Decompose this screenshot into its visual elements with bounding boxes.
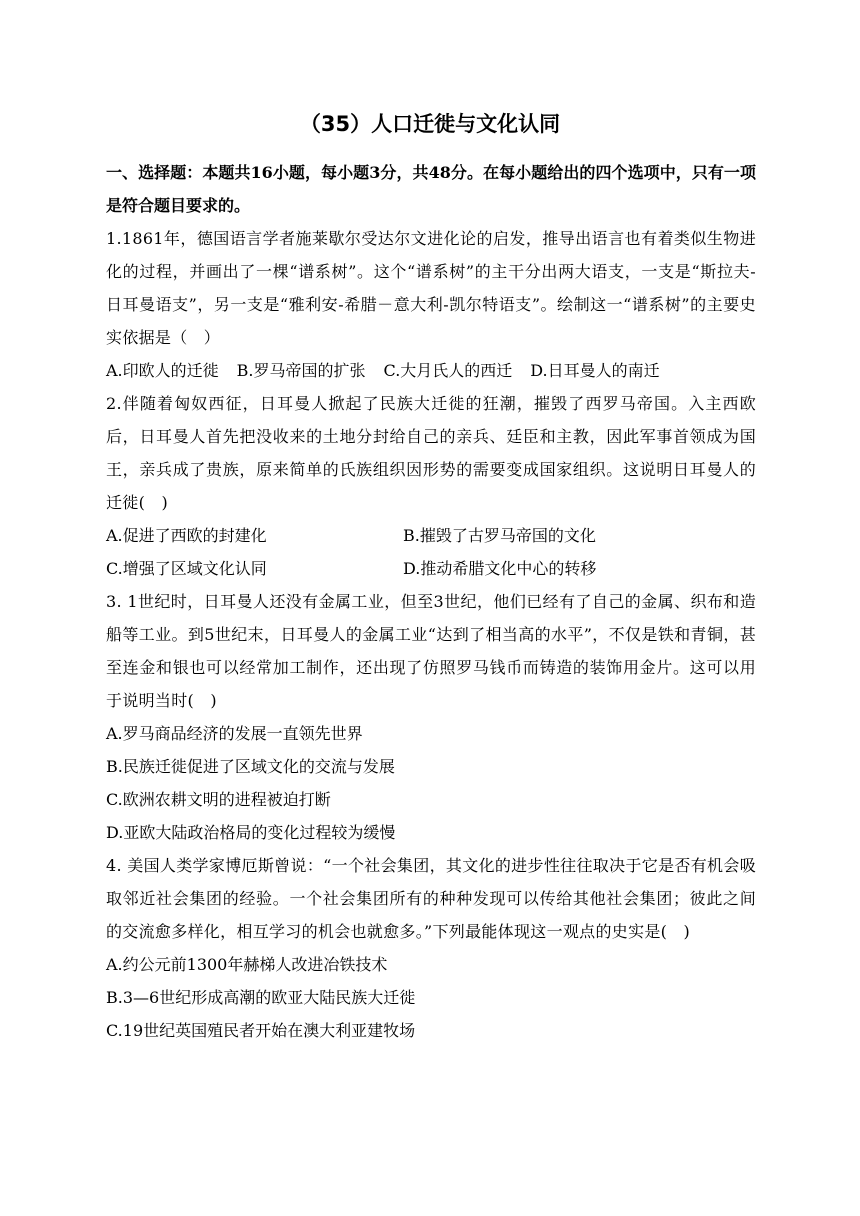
- option-d: D.亚欧大陆政治格局的变化过程较为缓慢: [106, 823, 396, 842]
- option-a: A.促进了西欧的封建化: [106, 526, 267, 545]
- document-title: （35）人口迁徙与文化认同: [299, 112, 561, 136]
- option-b: B.摧毁了古罗马帝国的文化: [403, 526, 596, 545]
- options-row: [106, 354, 756, 387]
- option-c: C.欧洲农耕文明的进程被迫打断: [106, 790, 331, 809]
- question-1: [106, 222, 756, 387]
- option-b: B.罗马帝国的扩张: [236, 361, 366, 380]
- option-d: D.推动希腊文化中心的转移: [403, 559, 597, 578]
- option-a: A.约公元前1300年赫梯人改进冶铁技术: [106, 955, 388, 974]
- section-header: 一、选择题：本题共16小题，每小题3分，共48分。在每小题给出的四个选项中，只有一项是符合题目要求的。: [106, 163, 756, 215]
- option-b: B.3—6世纪形成高潮的欧亚大陆民族大迁徙: [106, 988, 416, 1007]
- question-3: [106, 585, 756, 849]
- options-grid: [106, 519, 756, 585]
- options-list: [106, 948, 756, 1047]
- option-c: C.增强了区域文化认同: [106, 559, 267, 578]
- option-b: B.民族迁徙促进了区域文化的交流与发展: [106, 757, 395, 776]
- option-d: D.日耳曼人的南迁: [530, 361, 660, 380]
- option-c: C.19世纪英国殖民者开始在澳大利亚建牧场: [106, 1021, 416, 1040]
- option-a: A.印欧人的迁徙: [106, 361, 219, 380]
- question-4: [106, 849, 756, 1047]
- question-stem: 3. 1世纪时，日耳曼人还没有金属工业，但至3世纪，他们已经有了自己的金属、织布和造船等工业。到5世纪末，日耳曼人的金属工业“达到了相当高的水平”，不仅是铁和青铜，甚至连金和银也可以经常加工制作，还出现了仿照罗马钱币而铸造的装饰用金片。这可以用于说明当时( ): [106, 592, 756, 710]
- document-body: [106, 156, 756, 1047]
- option-a: A.罗马商品经济的发展一直领先世界: [106, 724, 363, 743]
- question-stem: 2.伴随着匈奴西征，日耳曼人掀起了民族大迁徙的狂潮，摧毁了西罗马帝国。入主西欧后，日耳曼人首先把没收来的土地分封给自己的亲兵、廷臣和主教，因此军事首领成为国王，亲兵成了贵族，原来简单的氏族组织因形势的需要变成国家组织。这说明日耳曼人的迁徙( ): [106, 394, 756, 512]
- option-c: C.大月氏人的西迁: [383, 361, 513, 380]
- question-2: [106, 387, 756, 585]
- question-stem: 4. 美国人类学家博厄斯曾说：“一个社会集团，其文化的进步性往往取决于它是否有机会吸取邻近社会集团的经验。一个社会集团所有的种种发现可以传给其他社会集团；彼此之间的交流愈多样化，相互学习的机会也就愈多。”下列最能体现这一观点的史实是( ): [106, 856, 756, 941]
- options-list: [106, 717, 756, 849]
- question-stem: 1.1861年，德国语言学者施莱歇尔受达尔文进化论的启发，推导出语言也有着类似生物进化的过程，并画出了一棵“谱系树”。这个“谱系树”的主干分出两大语支，一支是“斯拉夫-日耳曼语支”，另一支是“雅利安-希腊－意大利-凯尔特语支”。绘制这一“谱系树”的主要史实依据是（ ）: [106, 229, 756, 347]
